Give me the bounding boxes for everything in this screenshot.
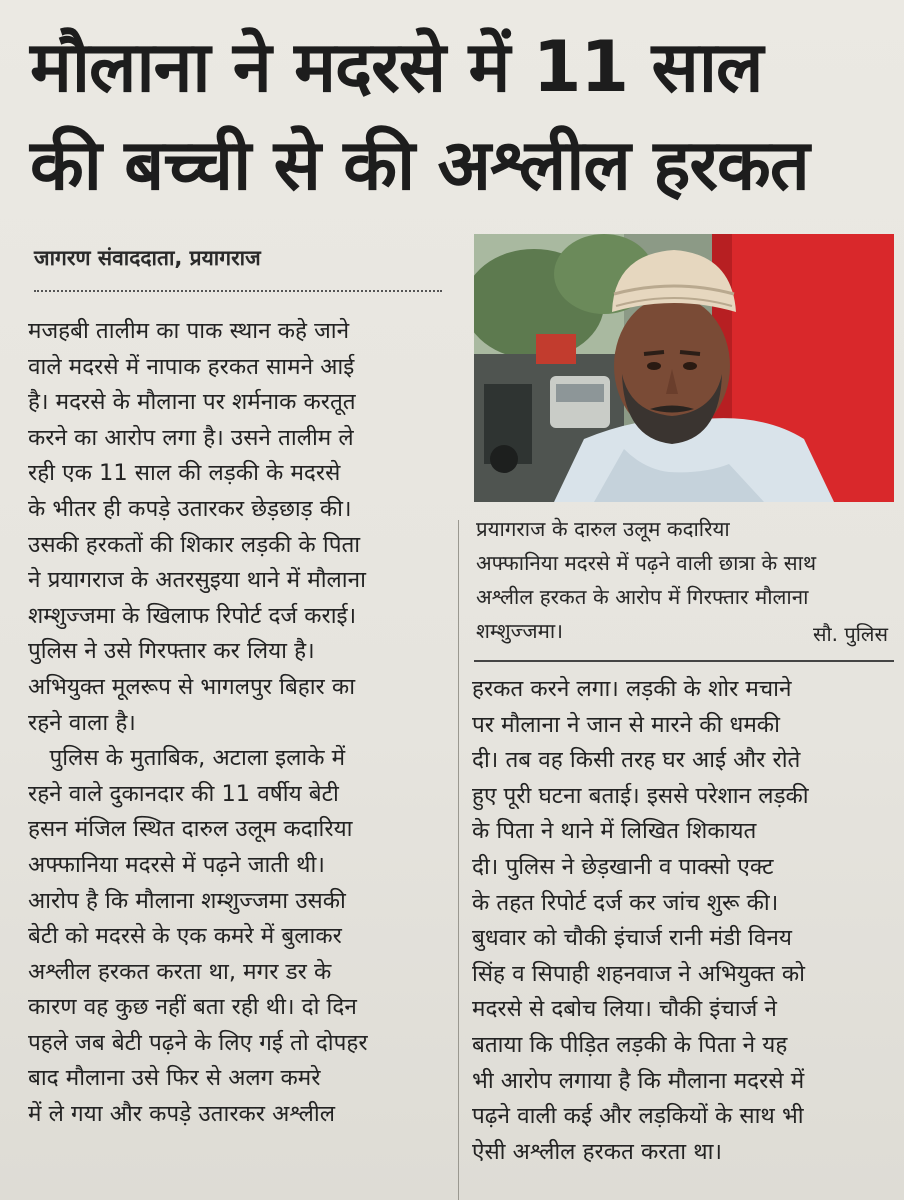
article-line: दी। तब वह किसी तरह घर आई और रोते — [472, 747, 801, 774]
article-line: मजहबी तालीम का पाक स्थान कहे जाने — [28, 318, 350, 344]
article-line: ऐसी अश्लील हरकत करता था। — [472, 1138, 723, 1165]
article-line: पर मौलाना ने जान से मारने की धमकी — [472, 711, 780, 738]
article-line: भी आरोप लगाया है कि मौलाना मदरसे में — [472, 1067, 805, 1094]
article-line: रही एक 11 साल की लड़की के मदरसे — [28, 460, 341, 487]
byline: जागरण संवाददाता, प्रयागराज — [34, 244, 442, 292]
article-line: के पिता ने थाने में लिखित शिकायत — [472, 818, 757, 845]
photo-credit: सौ. पुलिस — [812, 622, 888, 646]
article-line: दी। पुलिस ने छेड़खानी व पाक्सो एक्ट — [472, 853, 774, 880]
headline-line-2: की बच्ची से की अश्लील हरकत — [30, 124, 809, 206]
article-line: में ले गया और कपड़े उतारकर अश्लील — [28, 1101, 335, 1128]
article-line: उसकी हरकतों की शिकार लड़की के पिता — [28, 531, 361, 558]
article-line: पहले जब बेटी पढ़ने के लिए गई तो दोपहर — [28, 1029, 368, 1056]
headline — [30, 18, 890, 214]
caption-line: शम्शुज्जमा। — [476, 619, 563, 643]
article-line: कारण वह कुछ नहीं बता रही थी। दो दिन — [28, 994, 357, 1021]
article-line: बाद मौलाना उसे फिर से अलग कमरे — [28, 1065, 321, 1092]
article-column-left — [28, 314, 446, 1133]
news-photo — [474, 234, 894, 502]
caption-line: अश्लील हरकत के आरोप में गिरफ्तार मौलाना — [476, 585, 809, 609]
article-line: पढ़ने वाली कई और लड़कियों के साथ भी — [472, 1103, 804, 1130]
article-line: ने प्रयागराज के अतरसुइया थाने में मौलाना — [28, 567, 366, 594]
article-line: हुए पूरी घटना बताई। इससे परेशान लड़की — [472, 782, 809, 809]
caption-line: अफ्फानिया मदरसे में पढ़ने वाली छात्रा के साथ — [476, 551, 817, 575]
article-line: शम्शुज्जमा के खिलाफ रिपोर्ट दर्ज कराई। — [28, 602, 357, 629]
article-column-right — [472, 672, 892, 1170]
article-line: सिंह व सिपाही शहनवाज ने अभियुक्त को — [472, 960, 805, 987]
article-line: के भीतर ही कपड़े उतारकर छेड़छाड़ की। — [28, 495, 352, 522]
article-line: बताया कि पीड़ित लड़की के पिता ने यह — [472, 1031, 788, 1058]
headline-line-1: मौलाना ने मदरसे में 11 साल — [30, 26, 763, 108]
article-line: रहने वाला है। — [28, 709, 136, 736]
article-line: अश्लील हरकत करता था, मगर डर के — [28, 958, 332, 985]
photo-illustration — [474, 234, 894, 502]
article-line: बुधवार को चौकी इंचार्ज रानी मंडी विनय — [472, 925, 792, 952]
article-line: आरोप है कि मौलाना शम्शुज्जमा उसकी — [28, 887, 346, 914]
article-line: है। मदरसे के मौलाना पर शर्मनाक करतूत — [28, 389, 356, 416]
column-divider — [458, 520, 459, 1200]
article-line: हरकत करने लगा। लड़की के शोर मचाने — [472, 676, 792, 702]
article-line: पुलिस ने उसे गिरफ्तार कर लिया है। — [28, 638, 315, 665]
article-line: करने का आरोप लगा है। उसने तालीम ले — [28, 424, 354, 451]
article-line: वाले मदरसे में नापाक हरकत सामने आई — [28, 353, 355, 380]
caption-divider — [474, 660, 894, 662]
article-line: अभियुक्त मूलरूप से भागलपुर बिहार का — [28, 673, 356, 700]
article-line: रहने वाले दुकानदार की 11 वर्षीय बेटी — [28, 780, 339, 807]
article-line: बेटी को मदरसे के एक कमरे में बुलाकर — [28, 923, 342, 950]
caption-line: प्रयागराज के दारुल उलूम कदारिया — [476, 517, 730, 541]
article-line: के तहत रिपोर्ट दर्ज कर जांच शुरू की। — [472, 889, 779, 916]
article-line: मदरसे से दबोच लिया। चौकी इंचार्ज ने — [472, 996, 777, 1023]
article-line: हसन मंजिल स्थित दारुल उलूम कदारिया — [28, 816, 353, 843]
article-line: अफ्फानिया मदरसे में पढ़ने जाती थी। — [28, 851, 325, 878]
article-line: पुलिस के मुताबिक, अटाला इलाके में — [28, 745, 346, 772]
